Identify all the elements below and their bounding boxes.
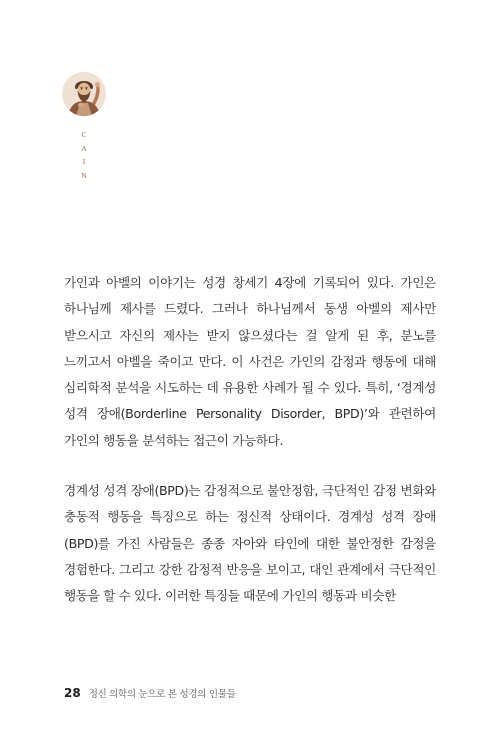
- page-footer: [64, 686, 235, 700]
- vertical-name-cain: [78, 128, 90, 182]
- portrait-icon: [62, 72, 106, 116]
- vertical-letter: I: [82, 157, 86, 166]
- paragraph-1: 가인과 아벨의 이야기는 성경 창세기 4장에 기록되어 있다. 가인은 하나님께 제사를 드렸다. 그러나 하나님께서 동생 아벨의 제사만 받으시고 자신의 제사는 받지 않으셨다는 걸 알게 된 후, 분노를 느끼고서 아벨을 죽이고 만다. 이 사건은 가인의 감정과 행동에 대해 심리학적 분석을 시도하는 데 유용한 사례가 될 수 있다. 특히, ‘경계성 성격 장애(Borderline Personality Disorder, BPD)’와 관련하여 가인의 행동을 분석하는 접근이 가능하다.: [64, 275, 436, 448]
- vertical-letter: N: [81, 170, 87, 180]
- running-title: 정신 의학의 눈으로 본 성경의 인물들: [88, 689, 236, 700]
- body-text: [64, 270, 436, 610]
- page-number: 28: [64, 686, 81, 700]
- paragraph-2: 경계성 성격 장애(BPD)는 감정적으로 불안정함, 극단적인 감정 변화와 충동적 행동을 특징으로 하는 정신적 상태이다. 경계성 성격 장애(BPD)를 가진 사람들은 종종 자아와 타인에 대한 불안정한 감정을 경험한다. 그리고 강한 감정적 반응을 보이고, 대인 관계에서 극단적인 행동을 할 수 있다. 이러한 특징들 때문에 가인의 행동과 비슷한: [64, 483, 436, 604]
- vertical-letter: A: [81, 143, 87, 153]
- vertical-letter: C: [81, 130, 87, 139]
- bearded-man-portrait-icon: [62, 72, 106, 116]
